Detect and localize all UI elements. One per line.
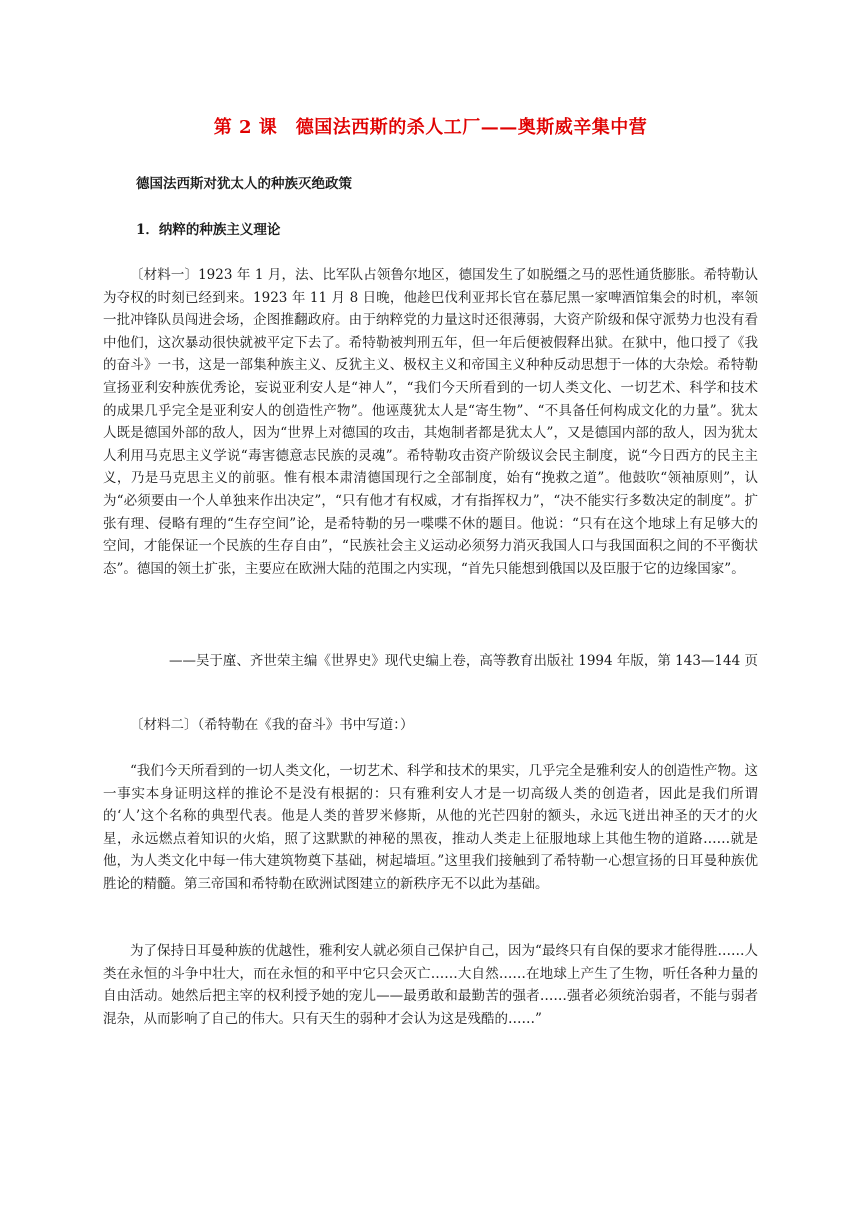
material-two-paragraph-1: “我们今天所看到的一切人类文化，一切艺术、科学和技术的果实，几乎完全是雅利安人的创造性产物。这一事实本身证明这样的推论不是没有根据的：只有雅利安人才是一切高级人类的创造者，因此是我们所谓的‘人’这个名称的典型代表。他是人类的普罗米修斯，从他的光芒四射的额头，永远飞迸出神圣的天才的火星，永远燃点着知识的火焰，照了这默默的神秘的黑夜，推动人类走上征服地球上其他生物的道路……就是他，为人类文化中每一伟大建筑物奠下基础，树起墙垣。”这里我们接触到了希特勒一心想宣扬的日耳曼种族优胜论的精髓。第三帝国和希特勒在欧洲试图建立的新秩序无不以此为基础。 [103, 763, 758, 892]
lesson-title: 第 2 课 德国法西斯的杀人工厂——奥斯威辛集中营 [213, 117, 648, 138]
material-one-citation: ——吴于廑、齐世荣主编《世界史》现代史编上卷，高等教育出版社 1994 年版，第 143—144 页 [168, 653, 758, 669]
material-two-label: 〔材料二〕（希特勒在《我的奋斗》书中写道：） [130, 717, 414, 733]
material-one-paragraph: 〔材料一〕1923 年 1 月，法、比军队占领鲁尔地区，德国发生了如脱缰之马的恶性通货膨胀。希特勒认为夺权的时刻已经到来。1923 年 11 月 8 日晚，他趁巴伐利亚邦长官在慕尼黑一家啤酒馆集会的时机，率领一批冲锋队员闯进会场，企图推翻政府。由于纳粹党的力量这时还很薄弱，大资产阶级和保守派势力也没有看中他们，这次暴动很快就被平定下去了。希特勒被判刑五年，但一年后便被假释出狱。在狱中，他口授了《我的奋斗》一书，这是一部集种族主义、反犹主义、极权主义和帝国主义种种反动思想于一体的大杂烩。希特勒宣扬亚利安种族优秀论，妄说亚利安人是“神人”，“我们今天所看到的一切人类文化、一切艺术、科学和技术的成果几乎完全是亚利安人的创造性产物”。他诬蔑犹太人是“寄生物”、“不具备任何构成文化的力量”。犹太人既是德国外部的敌人，因为“世界上对德国的攻击，其炮制者都是犹太人”，又是德国内部的敌人，因为犹太人利用马克思主义学说“毒害德意志民族的灵魂”。希特勒攻击资产阶级议会民主制度，说“今日西方的民主主义，乃是马克思主义的前驱。惟有根本肃清德国现行之全部制度，始有“挽救之道”。他鼓吹“领袖原则”，认为“必须要由一个人单独来作出决定”，“只有他才有权威，才有指挥权力”，“决不能实行多数决定的制度”。扩张有理、侵略有理的“生存空间”论，是希特勒的另一喋喋不休的题目。他说：“只有在这个地球上有足够大的空间，才能保证一个民族的生存自由”，“民族社会主义运动必须努力消灭我国人口与我国面积之间的不平衡状态”。德国的领土扩张，主要应在欧洲大陆的范围之内实现，“首先只能想到俄国以及臣服于它的边缘国家”。 [103, 267, 758, 577]
material-two-paragraph-2: 为了保持日耳曼种族的优越性，雅利安人就必须自己保护自己，因为“最终只有自保的要求才能得胜……人类在永恒的斗争中壮大，而在永恒的和平中它只会灭亡……大自然……在地球上产生了生物，听任各种力量的自由活动。她然后把主宰的权利授予她的宠儿——最勇敢和最勤苦的强者……强者必须统治弱者，不能与弱者混杂，从而影响了自己的伟大。只有天生的弱种才会认为这是残酷的……” [103, 943, 758, 1027]
subsection-heading: 1．纳粹的种族主义理论 [136, 222, 281, 238]
section-heading: 德国法西斯对犹太人的种族灭绝政策 [136, 176, 352, 192]
